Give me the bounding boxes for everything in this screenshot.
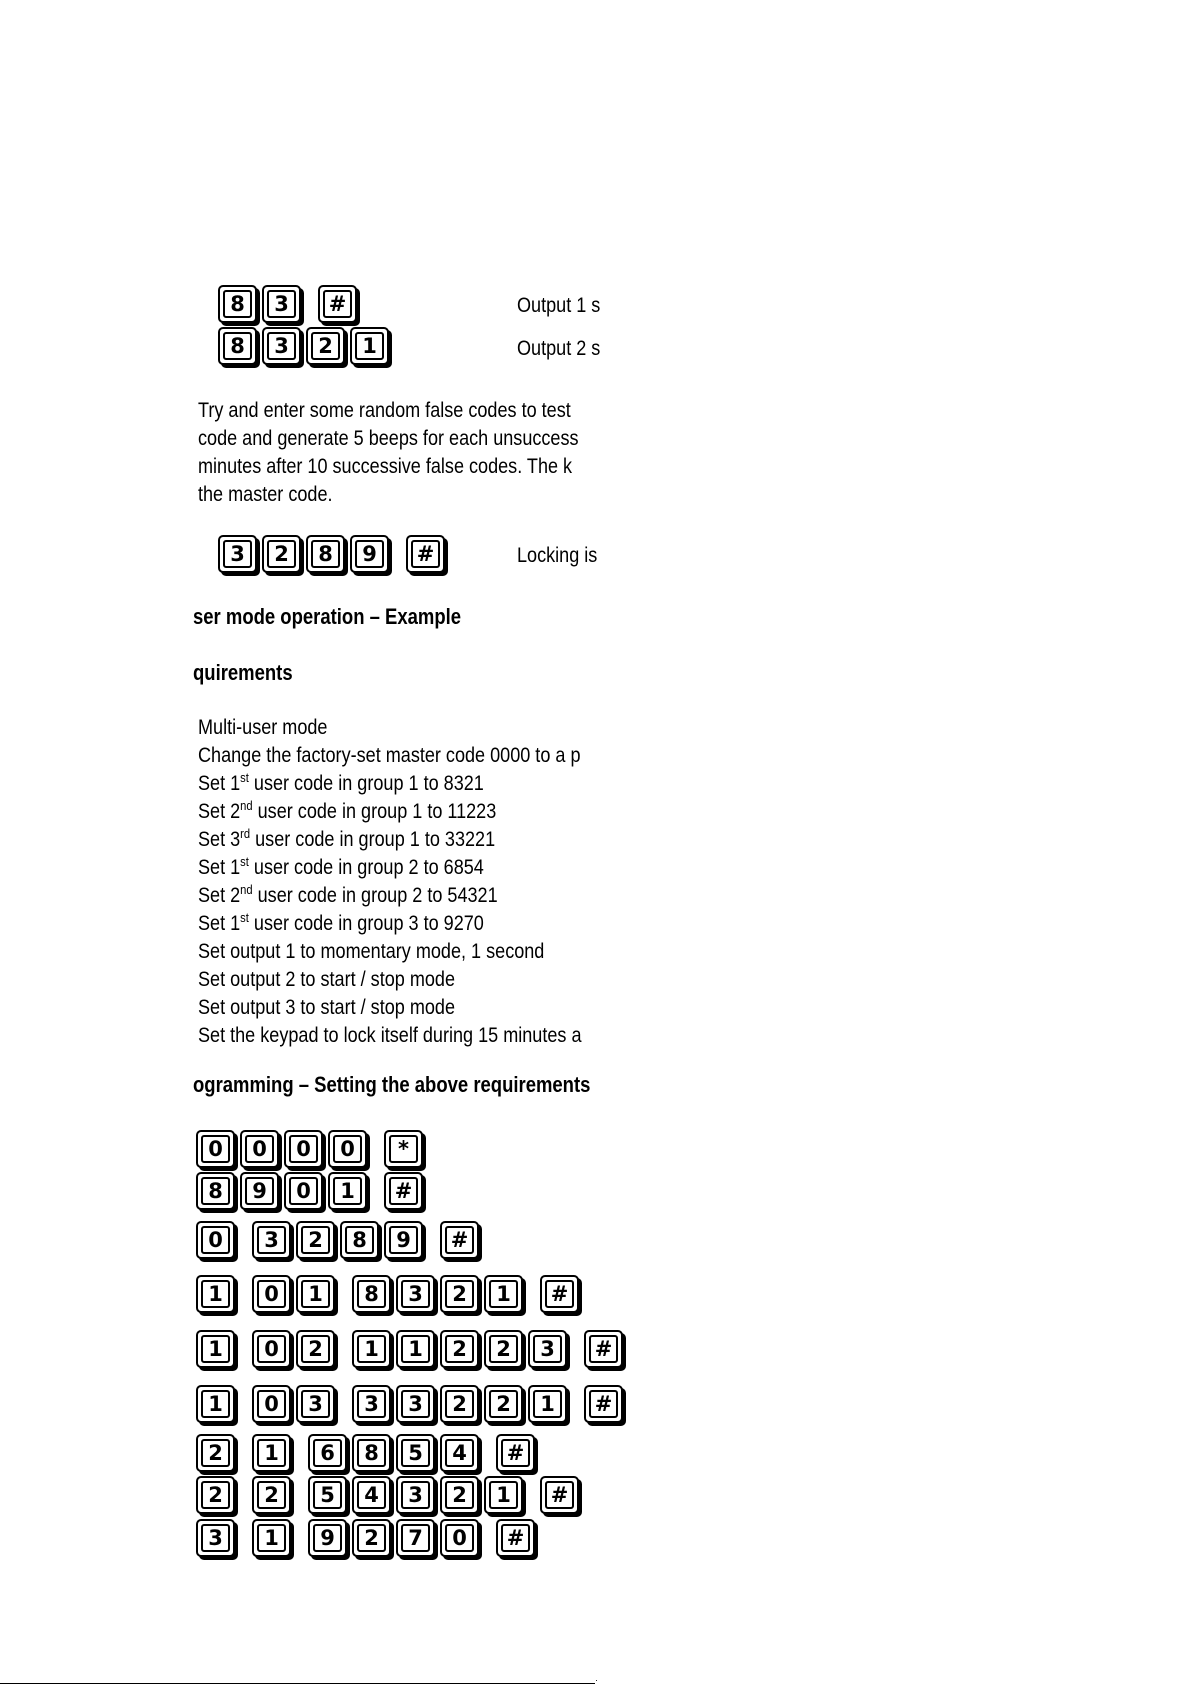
requirement-item (198, 966, 581, 994)
requirement-text: user code in group 2 to 6854 (248, 856, 484, 879)
key-label: 8 (357, 1280, 386, 1308)
key-label: 2 (489, 1390, 518, 1418)
requirements-title: quirements (193, 660, 293, 685)
key-label: 0 (257, 1390, 286, 1418)
keypad-sequence-row (196, 1434, 540, 1472)
key-label: # (589, 1335, 618, 1363)
requirement-text: user code in group 3 to 9270 (248, 912, 484, 935)
digit-key (296, 1221, 335, 1259)
key-label: 6 (313, 1439, 342, 1467)
key-label: # (389, 1177, 418, 1205)
key-label: 2 (445, 1280, 474, 1308)
key-label: 2 (445, 1481, 474, 1509)
digit-key (352, 1519, 391, 1557)
key-label: 2 (257, 1481, 286, 1509)
digit-key (196, 1330, 235, 1368)
footer-rule (0, 1683, 595, 1684)
keypad-sequence-row (196, 1476, 584, 1514)
key-label: 3 (223, 540, 252, 568)
key-label: 0 (257, 1335, 286, 1363)
key-label: 0 (257, 1280, 286, 1308)
hash-key (406, 535, 445, 573)
paragraph-line: Try and enter some random false codes to test (198, 399, 571, 422)
digit-key (262, 535, 301, 573)
key-label: 9 (245, 1177, 274, 1205)
requirement-text: user code in group 1 to 11223 (252, 800, 497, 823)
ordinal-suffix: st (240, 770, 249, 785)
requirement-text: Set 2 (198, 800, 241, 823)
digit-key (352, 1385, 391, 1423)
key-label: 1 (355, 332, 384, 360)
requirement-text: Set 2 (198, 884, 241, 907)
key-label: 3 (357, 1390, 386, 1418)
key-label: 3 (401, 1481, 430, 1509)
requirement-item (198, 882, 581, 910)
digit-key (396, 1434, 435, 1472)
digit-key (262, 285, 301, 323)
keypad-sequence-row (196, 1172, 428, 1210)
key-label: 1 (201, 1390, 230, 1418)
key-label: 3 (401, 1390, 430, 1418)
programming-title: ogramming – Setting the above requirements (193, 1072, 591, 1097)
key-label: 2 (201, 1439, 230, 1467)
requirement-text: user code in group 2 to 54321 (252, 884, 498, 907)
key-label: 2 (301, 1335, 330, 1363)
hash-key (496, 1434, 535, 1472)
requirement-item (198, 994, 581, 1022)
key-label: 2 (489, 1335, 518, 1363)
requirement-item (198, 854, 581, 882)
key-label: 2 (201, 1481, 230, 1509)
key-label: 0 (333, 1135, 362, 1163)
digit-key (484, 1330, 523, 1368)
key-label: # (501, 1524, 530, 1552)
key-label: 1 (489, 1481, 518, 1509)
key-label: 8 (223, 332, 252, 360)
requirement-item (198, 826, 581, 854)
hash-key (540, 1275, 579, 1313)
digit-key (196, 1519, 235, 1557)
key-label: 1 (357, 1335, 386, 1363)
hash-key (584, 1330, 623, 1368)
digit-key (484, 1476, 523, 1514)
digit-key (196, 1434, 235, 1472)
digit-key (218, 327, 257, 365)
hash-key (318, 285, 357, 323)
digit-key (350, 535, 389, 573)
digit-key (528, 1330, 567, 1368)
key-label: 9 (313, 1524, 342, 1552)
requirement-item (198, 798, 581, 826)
keypad-sequence-row (196, 1130, 428, 1168)
keypad-sequence-row (218, 327, 394, 365)
digit-key (296, 1275, 335, 1313)
requirement-text: Set output 1 to momentary mode, 1 second (198, 940, 545, 963)
key-label: 1 (201, 1280, 230, 1308)
key-label: 0 (289, 1135, 318, 1163)
digit-key (306, 327, 345, 365)
key-label: 1 (489, 1280, 518, 1308)
digit-key (528, 1385, 567, 1423)
key-label: 0 (201, 1226, 230, 1254)
hash-key (384, 1172, 423, 1210)
requirement-item (198, 938, 581, 966)
key-label: # (411, 540, 440, 568)
key-label: 8 (223, 290, 252, 318)
key-label: 9 (355, 540, 384, 568)
keypad-sequence-row (196, 1385, 628, 1423)
key-label: 3 (533, 1335, 562, 1363)
digit-key (196, 1221, 235, 1259)
requirement-text: Set output 2 to start / stop mode (198, 968, 456, 991)
key-label: 2 (445, 1390, 474, 1418)
star-key (384, 1130, 423, 1168)
hash-key (584, 1385, 623, 1423)
digit-key (196, 1172, 235, 1210)
digit-key (308, 1519, 347, 1557)
key-label: 4 (357, 1481, 386, 1509)
requirement-item (198, 910, 581, 938)
key-label: 1 (257, 1524, 286, 1552)
digit-key (396, 1476, 435, 1514)
requirement-item (198, 742, 581, 770)
digit-key (440, 1476, 479, 1514)
digit-key (284, 1130, 323, 1168)
digit-key (440, 1275, 479, 1313)
digit-key (440, 1330, 479, 1368)
digit-key (350, 327, 389, 365)
digit-key (252, 1519, 291, 1557)
digit-key (352, 1275, 391, 1313)
key-label: 0 (445, 1524, 474, 1552)
digit-key (196, 1385, 235, 1423)
hash-key (540, 1476, 579, 1514)
key-label: 1 (257, 1439, 286, 1467)
requirement-text: Multi-user mode (198, 716, 328, 739)
key-label: 0 (245, 1135, 274, 1163)
key-label: # (589, 1390, 618, 1418)
keypad-sequence-row (196, 1221, 484, 1259)
ordinal-suffix: st (240, 854, 249, 869)
key-label: 3 (401, 1280, 430, 1308)
key-label: # (545, 1481, 574, 1509)
key-label: 2 (445, 1335, 474, 1363)
digit-key (396, 1385, 435, 1423)
digit-key (308, 1476, 347, 1514)
digit-key (196, 1275, 235, 1313)
digit-key (352, 1434, 391, 1472)
ordinal-suffix: nd (240, 882, 253, 897)
digit-key (296, 1330, 335, 1368)
digit-key (352, 1476, 391, 1514)
output-note: Output 2 s (517, 337, 601, 360)
digit-key (484, 1275, 523, 1313)
digit-key (440, 1385, 479, 1423)
keypad-sequence-row (196, 1519, 540, 1557)
key-label: 3 (257, 1226, 286, 1254)
output-note: Output 1 s (517, 294, 601, 317)
digit-key (252, 1221, 291, 1259)
digit-key (440, 1434, 479, 1472)
digit-key (196, 1130, 235, 1168)
requirement-text: Set 1 (198, 912, 241, 935)
key-label: # (323, 290, 352, 318)
requirement-item (198, 714, 581, 742)
hash-key (496, 1519, 535, 1557)
ordinal-suffix: st (240, 910, 249, 925)
key-label: 2 (301, 1226, 330, 1254)
digit-key (306, 535, 345, 573)
digit-key (262, 327, 301, 365)
requirements-list (198, 714, 644, 1050)
key-label: 1 (301, 1280, 330, 1308)
key-label: 3 (267, 290, 296, 318)
key-label: 1 (401, 1335, 430, 1363)
keypad-sequence-row (218, 535, 450, 573)
ordinal-suffix: rd (240, 826, 251, 841)
key-label: # (545, 1280, 574, 1308)
key-label: 2 (311, 332, 340, 360)
key-label: 7 (401, 1524, 430, 1552)
requirement-text: Set the keypad to lock itself during 15 minutes a (198, 1024, 582, 1047)
key-label: 5 (313, 1481, 342, 1509)
requirement-text: Set 3 (198, 828, 241, 851)
digit-key (252, 1275, 291, 1313)
requirement-text: Change the factory-set master code 0000 to a p (198, 744, 581, 767)
digit-key (328, 1130, 367, 1168)
key-label: 5 (401, 1439, 430, 1467)
ordinal-suffix: nd (240, 798, 253, 813)
requirement-text: Set 1 (198, 856, 241, 879)
requirement-text: Set 1 (198, 772, 241, 795)
key-label: 8 (311, 540, 340, 568)
key-label: 8 (357, 1439, 386, 1467)
digit-key (308, 1434, 347, 1472)
key-label: 2 (357, 1524, 386, 1552)
key-label: # (445, 1226, 474, 1254)
digit-key (440, 1519, 479, 1557)
digit-key (396, 1275, 435, 1313)
digit-key (296, 1385, 335, 1423)
key-label: * (389, 1135, 418, 1163)
digit-key (252, 1385, 291, 1423)
digit-key (328, 1172, 367, 1210)
keypad-sequence-row (196, 1275, 584, 1313)
digit-key (252, 1434, 291, 1472)
key-label: 3 (267, 332, 296, 360)
key-label: 8 (345, 1226, 374, 1254)
digit-key (218, 285, 257, 323)
key-label: 4 (445, 1439, 474, 1467)
digit-key (196, 1476, 235, 1514)
digit-key (284, 1172, 323, 1210)
requirement-text: user code in group 1 to 8321 (248, 772, 484, 795)
key-label: 0 (201, 1135, 230, 1163)
key-label: 3 (301, 1390, 330, 1418)
paragraph-line: the master code. (198, 483, 333, 506)
requirement-text: Set output 3 to start / stop mode (198, 996, 456, 1019)
key-label: 3 (201, 1524, 230, 1552)
digit-key (384, 1221, 423, 1259)
key-label: 1 (333, 1177, 362, 1205)
requirement-item (198, 1022, 581, 1050)
keypad-sequence-row (196, 1330, 628, 1368)
paragraph-line: minutes after 10 successive false codes. The k (198, 455, 573, 478)
key-label: # (501, 1439, 530, 1467)
digit-key (484, 1385, 523, 1423)
hash-key (440, 1221, 479, 1259)
digit-key (396, 1330, 435, 1368)
paragraph-line: code and generate 5 beeps for each unsuccess (198, 427, 579, 450)
digit-key (252, 1476, 291, 1514)
footer-mark: · (595, 1675, 598, 1685)
key-label: 1 (533, 1390, 562, 1418)
key-label: 0 (289, 1177, 318, 1205)
section-title: ser mode operation – Example (193, 604, 462, 629)
digit-key (240, 1130, 279, 1168)
digit-key (252, 1330, 291, 1368)
digit-key (352, 1330, 391, 1368)
digit-key (340, 1221, 379, 1259)
digit-key (396, 1519, 435, 1557)
requirement-item (198, 770, 581, 798)
key-label: 8 (201, 1177, 230, 1205)
false-code-paragraph (198, 397, 640, 509)
key-label: 2 (267, 540, 296, 568)
digit-key (218, 535, 257, 573)
locking-note: Locking is (517, 544, 598, 567)
keypad-sequence-row (218, 285, 362, 323)
digit-key (240, 1172, 279, 1210)
key-label: 9 (389, 1226, 418, 1254)
requirement-text: user code in group 1 to 33221 (250, 828, 496, 851)
key-label: 1 (201, 1335, 230, 1363)
